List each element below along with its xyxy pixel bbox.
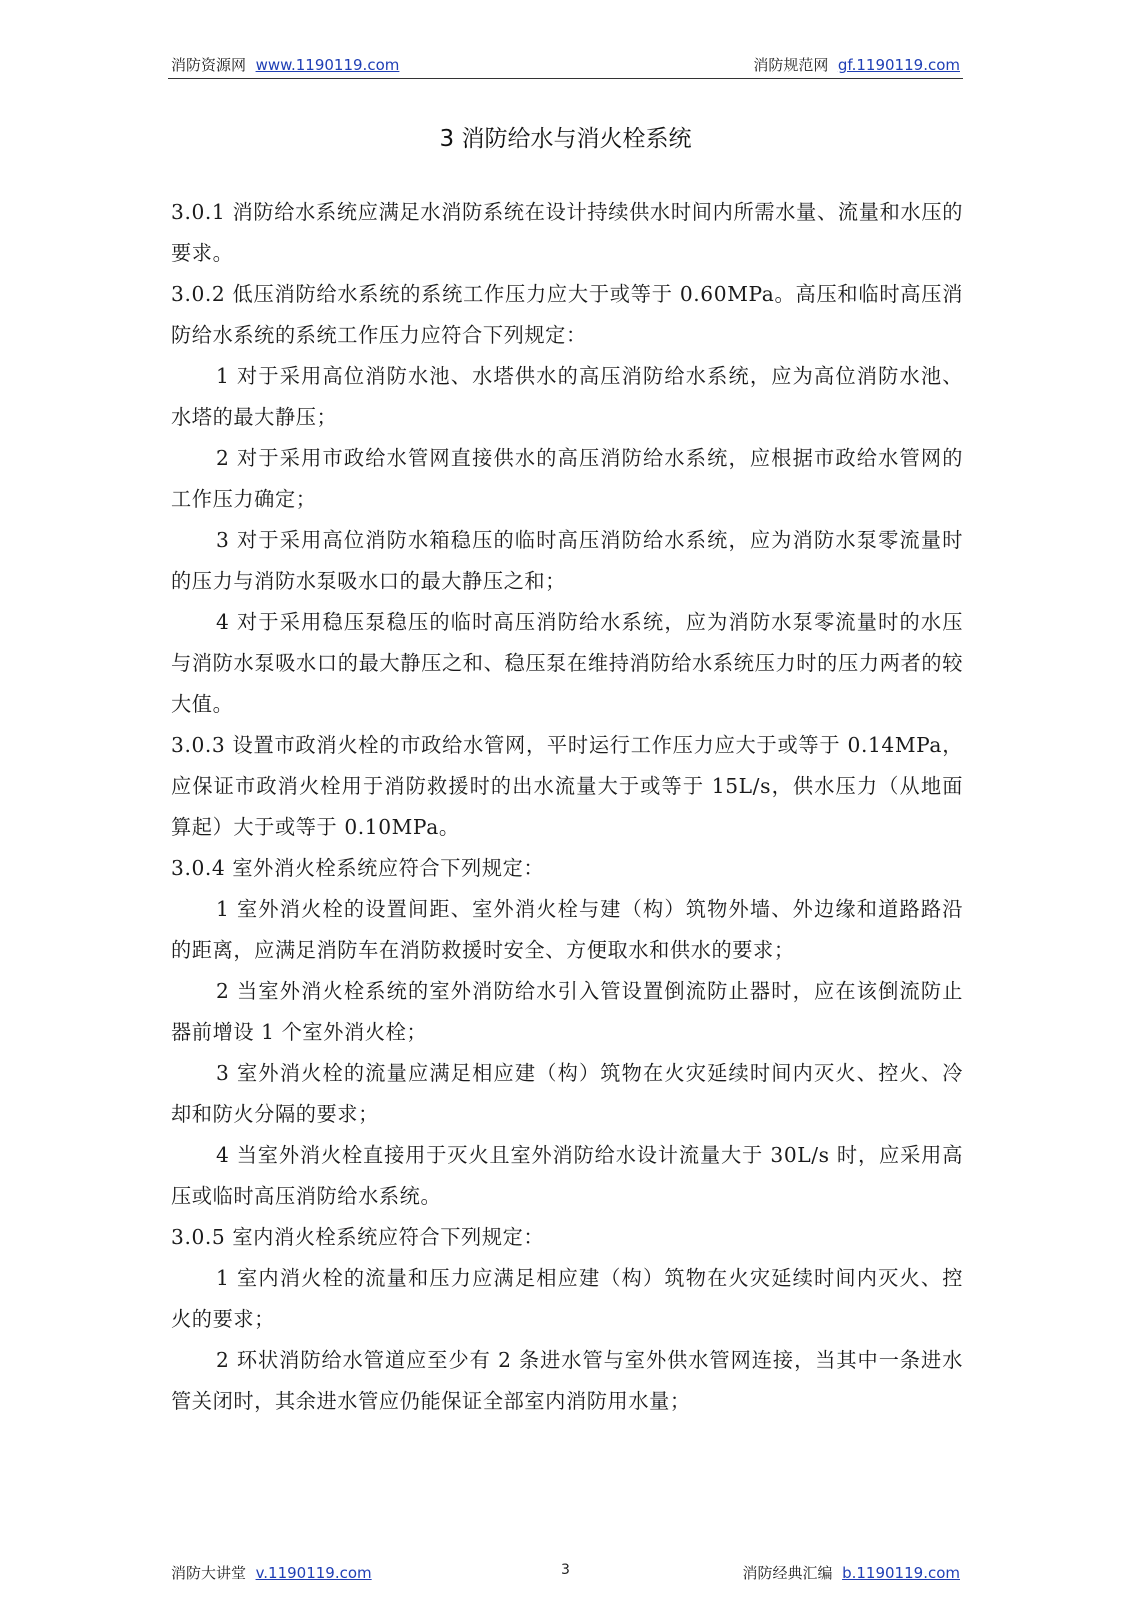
header-left: [171, 54, 399, 75]
clause-3-0-2-item-1: 1 对于采用高位消防水池、水塔供水的高压消防给水系统，应为高位消防水池、水塔的最大静压；: [171, 364, 963, 429]
page-header: [171, 54, 960, 78]
page-number: 3: [561, 1562, 570, 1578]
clause-3-0-4-item-3: 3 室外消火栓的流量应满足相应建（构）筑物在火灾延续时间内灭火、控火、冷却和防火分隔的要求；: [171, 1061, 963, 1126]
clause-3-0-4-item-4: 4 当室外消火栓直接用于灭火且室外消防给水设计流量大于 30L/s 时，应采用高压或临时高压消防给水系统。: [171, 1143, 963, 1208]
header-left-site: 消防资源网: [171, 56, 247, 74]
footer-left-site: 消防大讲堂: [171, 1564, 247, 1582]
header-left-link[interactable]: www.1190119.com: [255, 56, 400, 74]
clause-3-0-4-item-1: 1 室外消火栓的设置间距、室外消火栓与建（构）筑物外墙、外边缘和道路路沿的距离，应满足消防车在消防救援时安全、方便取水和供水的要求；: [171, 897, 963, 962]
clause-3-0-4: 3.0.4 室外消火栓系统应符合下列规定：: [171, 856, 545, 880]
clause-3-0-2-item-2: 2 对于采用市政给水管网直接供水的高压消防给水系统，应根据市政给水管网的工作压力确定；: [171, 446, 963, 511]
clause-3-0-1: 3.0.1 消防给水系统应满足水消防系统在设计持续供水时间内所需水量、流量和水压的要求。: [171, 200, 963, 265]
header-right-site: 消防规范网: [753, 56, 829, 74]
clause-3-0-5: 3.0.5 室内消火栓系统应符合下列规定：: [171, 1225, 545, 1249]
clause-3-0-2-item-3: 3 对于采用高位消防水箱稳压的临时高压消防给水系统，应为消防水泵零流量时的压力与消防水泵吸水口的最大静压之和；: [171, 528, 963, 593]
clause-3-0-4-item-2: 2 当室外消火栓系统的室外消防给水引入管设置倒流防止器时，应在该倒流防止器前增设 1 个室外消火栓；: [171, 979, 963, 1044]
chapter-title: 3 消防给水与消火栓系统: [439, 126, 692, 152]
page-footer: [171, 1562, 960, 1586]
document-body: [171, 192, 963, 1422]
header-right-link[interactable]: gf.1190119.com: [837, 56, 960, 74]
footer-right-link[interactable]: b.1190119.com: [842, 1564, 960, 1582]
clause-3-0-2: 3.0.2 低压消防给水系统的系统工作压力应大于或等于 0.60MPa。高压和临时高压消防给水系统的系统工作压力应符合下列规定：: [171, 282, 963, 347]
header-right: [753, 54, 960, 75]
footer-left-link[interactable]: v.1190119.com: [255, 1564, 372, 1582]
clause-3-0-3: 3.0.3 设置市政消火栓的市政给水管网，平时运行工作压力应大于或等于 0.14MPa，应保证市政消火栓用于消防救援时的出水流量大于或等于 15L/s，供水压力（从地面算起）大于或等于 0.10MPa。: [171, 733, 963, 839]
footer-right: [743, 1562, 960, 1583]
footer-right-site: 消防经典汇编: [742, 1564, 833, 1582]
header-divider: [168, 78, 963, 79]
clause-3-0-5-item-1: 1 室内消火栓的流量和压力应满足相应建（构）筑物在火灾延续时间内灭火、控火的要求；: [171, 1266, 963, 1331]
clause-3-0-5-item-2: 2 环状消防给水管道应至少有 2 条进水管与室外供水管网连接，当其中一条进水管关闭时，其余进水管应仍能保证全部室内消防用水量；: [171, 1348, 963, 1413]
clause-3-0-2-item-4: 4 对于采用稳压泵稳压的临时高压消防给水系统，应为消防水泵零流量时的水压与消防水泵吸水口的最大静压之和、稳压泵在维持消防给水系统压力时的压力两者的较大值。: [171, 610, 963, 716]
